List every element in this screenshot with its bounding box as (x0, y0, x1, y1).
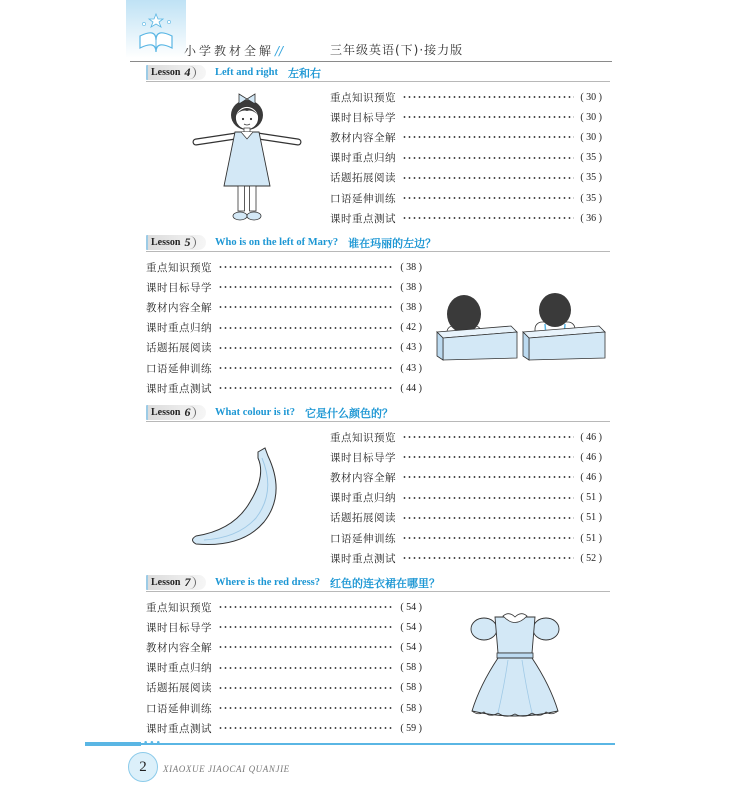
toc-page-number: ( 58 ) (400, 703, 422, 714)
lesson-label: Lesson (151, 407, 181, 418)
toc-entry[interactable] (146, 658, 422, 678)
two-girls-at-desks-illustration (435, 292, 607, 362)
toc-entry-title: 课时重点归纳 (146, 662, 212, 675)
dot-leader (402, 135, 574, 139)
toc-page-number: ( 44 ) (400, 383, 422, 394)
girl-arms-outstretched-illustration (188, 90, 306, 228)
toc-page-number: ( 54 ) (400, 622, 422, 633)
toc-entry-title: 课时目标导学 (330, 451, 396, 464)
toc-page-number: ( 54 ) (400, 642, 422, 653)
dot-leader (402, 196, 574, 200)
toc-entry[interactable] (330, 127, 602, 147)
toc-entry[interactable] (330, 528, 602, 548)
toc-entry-title: 话题拓展阅读 (330, 172, 396, 185)
dot-leader (218, 686, 394, 690)
toc-entry[interactable] (330, 148, 602, 168)
dot-leader (402, 475, 574, 479)
toc-entry[interactable] (146, 257, 422, 277)
toc-entry[interactable] (146, 277, 422, 297)
toc-entry[interactable] (330, 188, 602, 208)
toc-page-number: ( 58 ) (400, 682, 422, 693)
toc-entry-title: 课时重点归纳 (330, 492, 396, 505)
toc-page-number: ( 38 ) (400, 262, 422, 273)
dot-leader (218, 326, 394, 330)
banana-illustration (188, 444, 292, 550)
toc-entry[interactable] (330, 208, 602, 228)
toc-entry-title: 教材内容全解 (330, 131, 396, 144)
page-number: 2 (128, 752, 158, 782)
lesson-badge (146, 235, 206, 250)
toc-entry[interactable] (146, 597, 422, 617)
toc-entry-title: 口语延伸训练 (146, 702, 212, 715)
toc-entry-title: 话题拓展阅读 (146, 342, 212, 355)
toc-entry[interactable] (330, 548, 602, 568)
toc-page-number: ( 30 ) (580, 112, 602, 123)
series-logo-icon (126, 0, 186, 58)
toc-entry[interactable] (330, 508, 602, 528)
toc-entry[interactable] (330, 467, 602, 487)
dot-leader (218, 625, 394, 629)
dot-leader (218, 666, 394, 670)
dot-leader (218, 346, 394, 350)
toc-page-number: ( 36 ) (580, 213, 602, 224)
lesson-badge (146, 405, 206, 420)
toc-entry[interactable] (330, 488, 602, 508)
toc-entry[interactable] (146, 378, 422, 398)
lesson-header-7[interactable] (146, 574, 610, 592)
dot-leader (402, 156, 574, 160)
lesson-header-6[interactable] (146, 404, 610, 422)
dot-leader (402, 176, 574, 180)
toc-page-number: ( 38 ) (400, 282, 422, 293)
lesson-5-toc (146, 257, 422, 398)
toc-page-number: ( 46 ) (580, 452, 602, 463)
toc-entry-title: 课时目标导学 (146, 281, 212, 294)
toc-page-number: ( 42 ) (400, 322, 422, 333)
toc-entry-title: 课时目标导学 (146, 621, 212, 634)
toc-page-number: ( 52 ) (580, 553, 602, 564)
toc-entry-title: 教材内容全解 (330, 471, 396, 484)
toc-entry[interactable] (146, 698, 422, 718)
toc-entry[interactable] (146, 358, 422, 378)
toc-entry-title: 课时重点归纳 (146, 322, 212, 335)
dot-leader (402, 115, 574, 119)
series-pinyin: XIAOXUE JIAOCAI QUANJIE (163, 764, 290, 774)
toc-entry[interactable] (330, 87, 602, 107)
toc-page-number: ( 43 ) (400, 363, 422, 374)
book-title: 三年级英语(下)·接力版 (330, 43, 464, 57)
lesson-title-en: Who is on the left of Mary? (215, 237, 339, 248)
toc-entry-title: 话题拓展阅读 (146, 682, 212, 695)
dot-leader (402, 516, 574, 520)
lesson-6-toc (330, 427, 602, 568)
toc-page-number: ( 51 ) (580, 533, 602, 544)
toc-entry-title: 课时重点测试 (330, 552, 396, 565)
toc-page-number: ( 51 ) (580, 492, 602, 503)
lesson-label: Lesson (151, 577, 181, 588)
lesson-title-en: Left and right (215, 67, 278, 78)
toc-entry-title: 重点知识预览 (146, 261, 212, 274)
dot-leader (218, 265, 394, 269)
toc-page-number: ( 46 ) (580, 432, 602, 443)
toc-page-number: ( 30 ) (580, 132, 602, 143)
toc-page-number: ( 30 ) (580, 92, 602, 103)
lesson-number: 4 (184, 66, 196, 79)
toc-entry-title: 重点知识预览 (146, 601, 212, 614)
dot-leader (402, 95, 574, 99)
toc-entry-title: 话题拓展阅读 (330, 512, 396, 525)
toc-entry-title: 课时重点归纳 (330, 152, 396, 165)
lesson-label: Lesson (151, 237, 181, 248)
toc-entry[interactable] (146, 637, 422, 657)
toc-page-number: ( 35 ) (580, 152, 602, 163)
footer-divider (85, 743, 615, 745)
toc-entry[interactable] (146, 617, 422, 637)
toc-entry-title: 重点知识预览 (330, 91, 396, 104)
dot-leader (402, 455, 574, 459)
dot-leader (218, 605, 394, 609)
dot-leader (218, 386, 394, 390)
dot-leader (402, 216, 574, 220)
toc-page-number: ( 43 ) (400, 342, 422, 353)
toc-entry-title: 课时目标导学 (330, 111, 396, 124)
lesson-title-zh: 它是什么颜色的？ (305, 406, 394, 420)
lesson-title-en: Where is the red dress? (215, 577, 320, 588)
dot-leader (402, 536, 574, 540)
toc-entry-title: 口语延伸训练 (330, 532, 396, 545)
toc-entry-title: 口语延伸训练 (146, 362, 212, 375)
toc-entry[interactable] (146, 318, 422, 338)
series-title: 小学教材全解 // (184, 42, 283, 59)
lesson-label: Lesson (151, 67, 181, 78)
toc-entry[interactable] (330, 427, 602, 447)
dot-leader (218, 285, 394, 289)
lesson-7-toc (146, 597, 422, 738)
toc-entry-title: 重点知识预览 (330, 431, 396, 444)
toc-entry[interactable] (146, 297, 422, 317)
lesson-header-4[interactable] (146, 64, 610, 82)
footer-divider-accent (85, 742, 141, 746)
toc-page-number: ( 35 ) (580, 193, 602, 204)
lesson-header-5[interactable] (146, 234, 610, 252)
header-divider (130, 61, 612, 62)
dot-leader (218, 305, 394, 309)
toc-entry[interactable] (146, 678, 422, 698)
dot-leader (218, 726, 394, 730)
dot-leader (402, 435, 574, 439)
toc-entry[interactable] (330, 447, 602, 467)
lesson-number: 5 (184, 236, 196, 249)
toc-page-number: ( 38 ) (400, 302, 422, 313)
lesson-title-zh: 红色的连衣裙在哪里？ (330, 576, 440, 590)
dot-leader (402, 556, 574, 560)
toc-entry-title: 课时重点测试 (146, 382, 212, 395)
toc-entry-title: 教材内容全解 (146, 641, 212, 654)
dot-leader (218, 645, 394, 649)
toc-page-number: ( 59 ) (400, 723, 422, 734)
lesson-number: 6 (184, 406, 196, 419)
lesson-title-zh: 左和右 (288, 66, 321, 80)
lesson-badge (146, 575, 206, 590)
lesson-4-toc (330, 87, 602, 228)
toc-entry-title: 教材内容全解 (146, 301, 212, 314)
toc-entry[interactable] (146, 338, 422, 358)
dress-illustration (468, 607, 562, 723)
footer-dots-decoration: ••• (143, 739, 162, 749)
lesson-number: 7 (184, 576, 196, 589)
lesson-title-en: What colour is it? (215, 407, 296, 418)
dot-leader (218, 706, 394, 710)
toc-page-number: ( 46 ) (580, 472, 602, 483)
toc-entry-title: 口语延伸训练 (330, 192, 396, 205)
toc-page-number: ( 51 ) (580, 512, 602, 523)
lesson-title-zh: 谁在玛丽的左边？ (348, 236, 437, 250)
toc-page-number: ( 35 ) (580, 172, 602, 183)
dot-leader (402, 496, 574, 500)
toc-entry-title: 课时重点测试 (330, 212, 396, 225)
toc-entry[interactable] (330, 168, 602, 188)
toc-page-number: ( 54 ) (400, 602, 422, 613)
dot-leader (218, 366, 394, 370)
toc-page-number: ( 58 ) (400, 662, 422, 673)
toc-entry[interactable] (330, 107, 602, 127)
lesson-badge (146, 65, 206, 80)
toc-entry-title: 课时重点测试 (146, 722, 212, 735)
toc-entry[interactable] (146, 718, 422, 738)
